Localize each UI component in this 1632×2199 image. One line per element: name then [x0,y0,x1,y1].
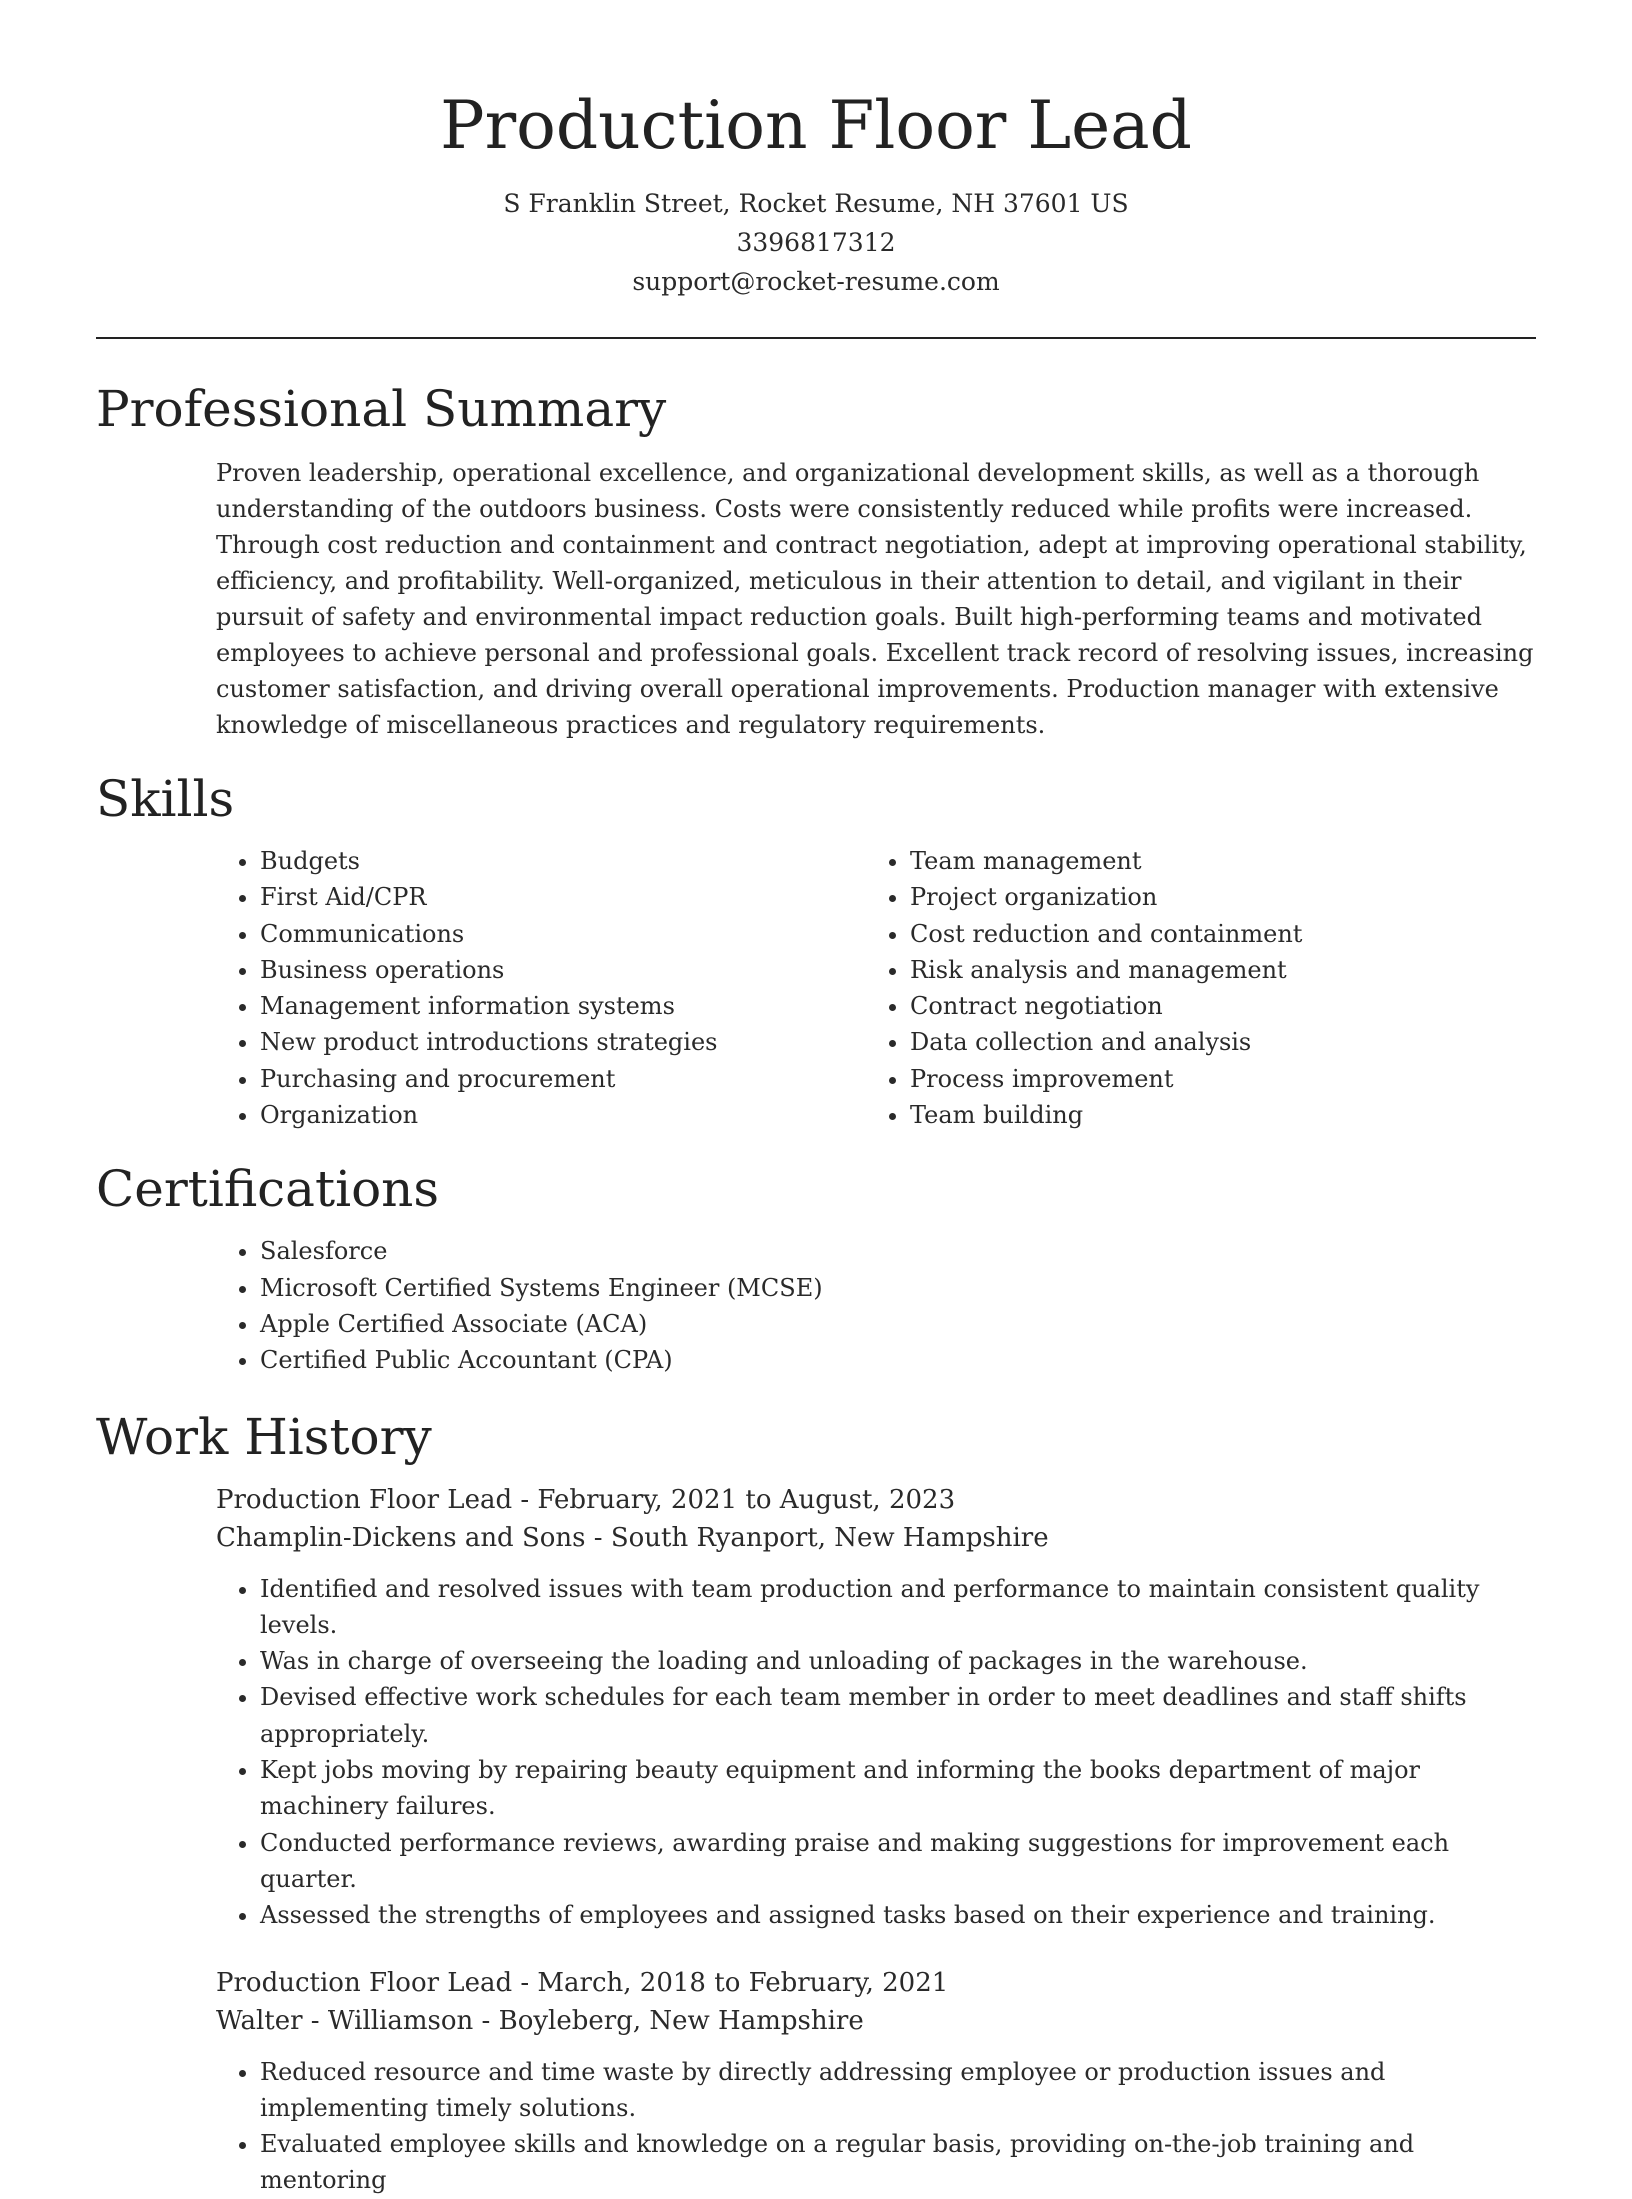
work-history-section [96,1407,1536,2199]
skills-column-right [866,843,1516,1133]
list-item: • Certified Public Accountant (CPA) [260,1342,1536,1378]
list-item: • Contract negotiation [910,988,1516,1024]
list-item: • Communications [260,916,866,952]
list-item: • Budgets [260,843,866,879]
list-item: • Purchasing and procurement [260,1061,866,1097]
header-divider [96,337,1536,339]
list-item: • Cost reduction and containment [910,916,1516,952]
job-company-line [216,2002,1536,2040]
job-entry [216,1481,1536,1934]
certifications-title: Certifications [96,1160,440,1219]
job-company-line [216,1519,1536,1557]
candidate-name: Production Floor Lead [440,87,1192,164]
job-bullets [216,1571,1536,1934]
certifications-body [216,1233,1536,1378]
summary-text: Proven leadership, operational excellence, and organizational development skills, as well as a thorough understanding of the outdoors business. Costs were consistently reduced while profits were increased. Through cost reduction and containment and contract negotiation, adept at improving operational stability, efficiency, and profitability. Well-organized, meticulous in their attention to detail, and vigilant in their pursuit of safety and environmental impact reduction goals. Built high-performing teams and motivated employees to achieve personal and professional goals. Excellent track record of resolving issues, increasing customer satisfaction, and driving overall operational improvements. Production manager with extensive knowledge of miscellaneous practices and regulatory requirements. [216,459,1534,739]
job-title: Production Floor Lead - March, 2018 to February, 2021 [216,1967,949,1998]
skills-list-right [866,843,1516,1133]
work-history-title: Work History [96,1407,432,1466]
list-item: • Apple Certified Associate (ACA) [260,1306,1536,1342]
summary-section [96,379,1536,743]
summary-body [216,455,1536,743]
list-item: • Team management [910,843,1516,879]
list-item: • Kept jobs moving by repairing beauty equipment and informing the books department of major machinery failures. [260,1752,1536,1825]
list-item: • Was in charge of overseeing the loading and unloading of packages in the warehouse. [260,1643,1536,1679]
skills-list-left [216,843,866,1133]
list-item: • Microsoft Certified Systems Engineer (MCSE) [260,1270,1536,1306]
summary-title: Professional Summary [96,380,667,438]
list-item: • Salesforce [260,1233,1536,1269]
list-item: • Assessed the strengths of employees and assigned tasks based on their experience and training. [260,1897,1536,1933]
skills-grid [216,843,1536,1133]
list-item: • Conducted performance reviews, awarding praise and making suggestions for improvement each quarter. [260,1825,1536,1898]
list-item: • Team building [910,1097,1516,1133]
list-item: • Management information systems [260,988,866,1024]
list-item: • First Aid/CPR [260,879,866,915]
job-location: - South Ryanport, New Hampshire [585,1522,1049,1553]
job-entry [216,1964,1536,2199]
list-item: • Organization [260,1097,866,1133]
phone: 3396817312 [736,228,896,257]
contact-info [0,184,1632,301]
list-item: • Project organization [910,879,1516,915]
job-location: - Boyleberg, New Hampshire [473,2005,864,2036]
certifications-section [96,1159,1536,1378]
list-item: • Devised effective work schedules for each team member in order to meet deadlines and staff shifts appropriately. [260,1679,1536,1752]
skills-section [96,769,1536,1133]
certifications-list [216,1233,1536,1378]
list-item: • Process improvement [910,1061,1516,1097]
email: support@rocket-resume.com [632,267,1000,296]
job-company: Walter - Williamson [216,2005,474,2036]
work-history-body [216,1481,1536,2199]
list-item: • Business operations [260,952,866,988]
skills-title: Skills [96,770,235,828]
list-item: • Risk analysis and management [910,952,1516,988]
job-bullets [216,2054,1536,2199]
job-title: Production Floor Lead - February, 2021 to August, 2023 [216,1484,956,1515]
list-item: • Reduced resource and time waste by directly addressing employee or production issues and implementing timely solutions. [260,2054,1536,2127]
resume-header [0,0,1632,301]
list-item: • Data collection and analysis [910,1024,1516,1060]
list-item: • New product introductions strategies [260,1024,866,1060]
job-company: Champlin-Dickens and Sons [216,1522,586,1553]
skills-column-left [216,843,866,1133]
address: S Franklin Street, Rocket Resume, NH 37601 US [503,189,1129,218]
list-item: • Identified and resolved issues with team production and performance to maintain consistent quality levels. [260,1571,1536,1644]
list-item: • Evaluated employee skills and knowledge on a regular basis, providing on-the-job training and mentoring [260,2126,1536,2199]
